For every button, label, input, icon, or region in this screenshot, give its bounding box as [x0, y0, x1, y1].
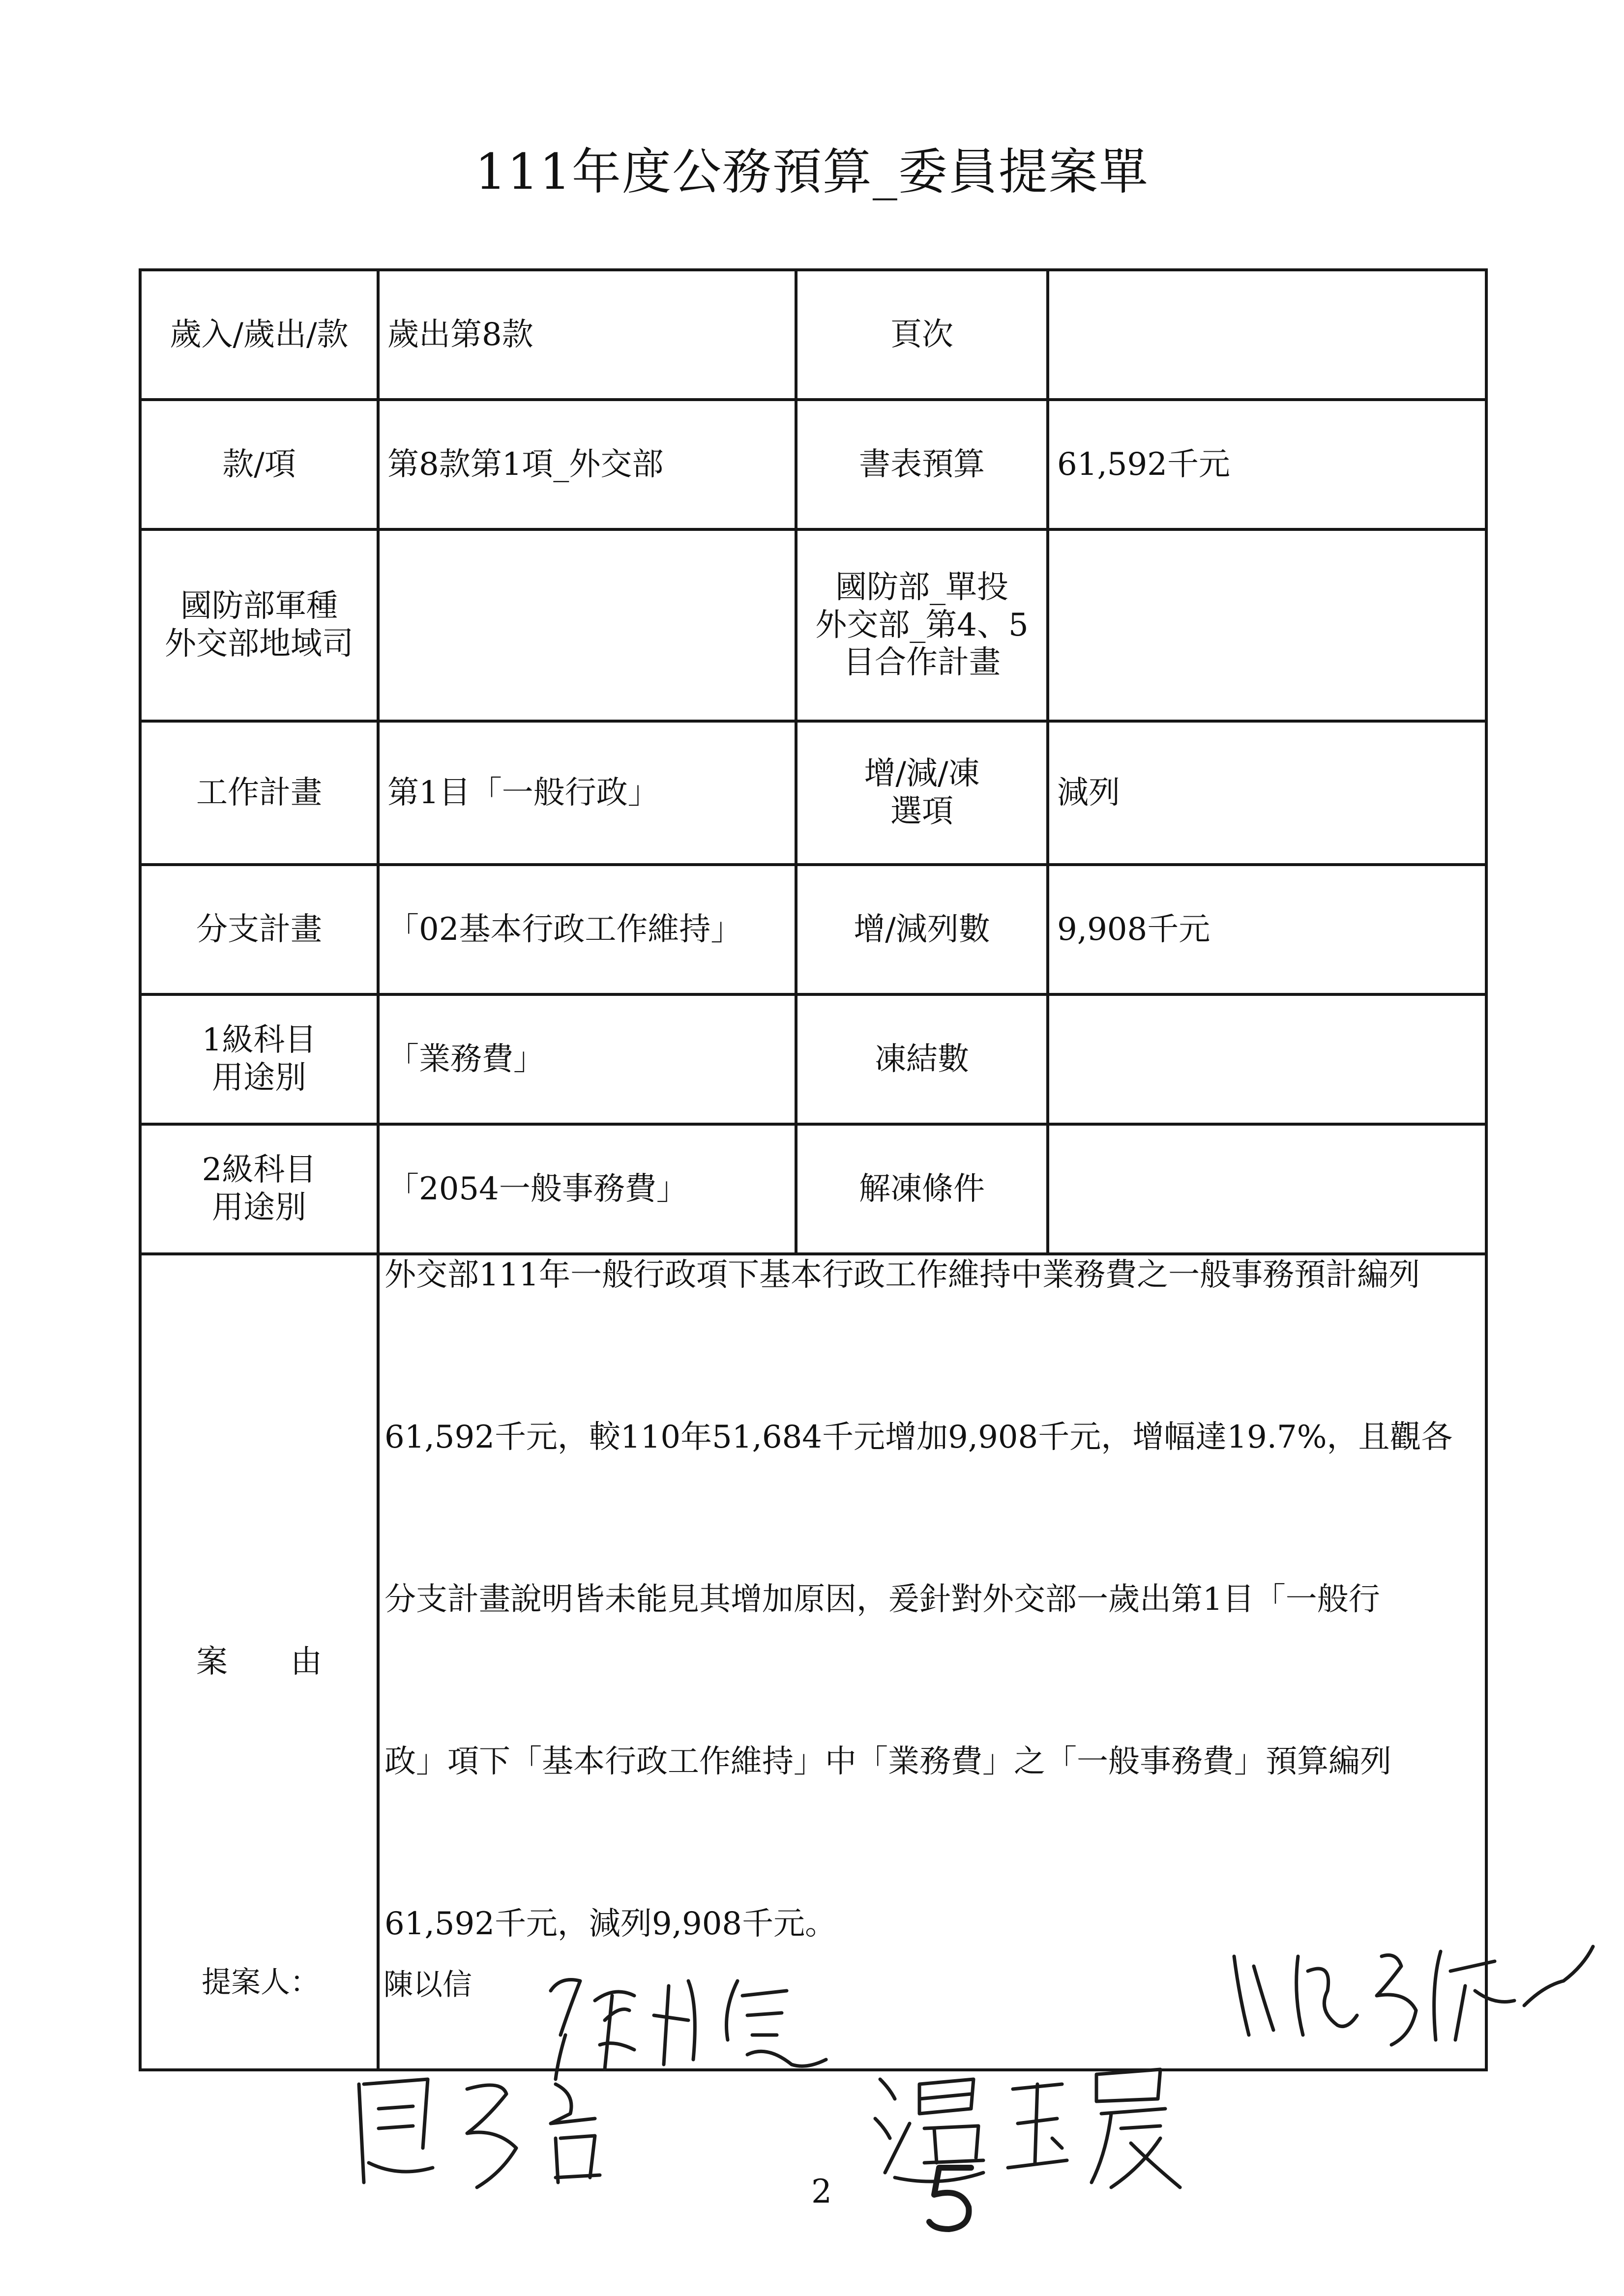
- handwritten-number-5: [922, 2158, 981, 2237]
- row-department: [140, 529, 1486, 721]
- value-budget: 61,592千元: [1048, 400, 1486, 529]
- value-freeze-amount: [1048, 994, 1486, 1124]
- label-level2-subject: [140, 1124, 378, 1254]
- label-branch-plan: 分支計畫: [140, 865, 378, 994]
- reason-line: 61,592千元，較110年51,684千元增加9,908千元，增幅達19.7%，且觀各: [384, 1419, 1453, 1455]
- value-level2-subject: 「2054一般事務費」: [378, 1124, 796, 1254]
- label-department-line: 外交部地域司: [165, 626, 354, 662]
- value-cooperation-plan: [1048, 529, 1486, 721]
- page-title: 111年度公務預算_委員提案單: [475, 143, 1149, 201]
- label-unfreeze-condition: 解凍條件: [796, 1124, 1048, 1254]
- label-level2-subject-line: 用途別: [212, 1190, 306, 1226]
- value-change-option: 減列: [1048, 721, 1486, 865]
- label-department-line: 國防部軍種: [180, 588, 338, 625]
- label-change-option-line: 選項: [890, 793, 953, 830]
- value-branch-plan: 「02基本行政工作維持」: [378, 865, 796, 994]
- value-change-amount: 9,908千元: [1048, 865, 1486, 994]
- row-level1-subject: [140, 994, 1486, 1124]
- label-level2-subject-line: 2級科目: [202, 1152, 317, 1189]
- proposal-form-table: [139, 268, 1488, 2071]
- label-level1-subject-line: 1級科目: [202, 1022, 317, 1059]
- label-freeze-amount: 凍結數: [796, 994, 1048, 1124]
- label-reason: 案 由: [140, 1254, 378, 2070]
- reason-line: 政」項下「基本行政工作維持」中「業務費」之「一般事務費」預算編列: [384, 1744, 1391, 1780]
- handwritten-signature: [1219, 1927, 1603, 2055]
- label-work-plan: 工作計畫: [140, 721, 378, 865]
- row-level2-subject: [140, 1124, 1486, 1254]
- reason-line: 外交部111年一般行政項下基本行政工作維持中業務費之一般事務預計編列: [384, 1257, 1420, 1293]
- value-department: [378, 529, 796, 721]
- label-change-amount: 增/減列數: [796, 865, 1048, 994]
- label-department: [140, 529, 378, 721]
- label-account-type: 歲入/歲出/款: [140, 270, 378, 400]
- reason-line: 分支計畫說明皆未能見其增加原因，爰針對外交部一歲出第1目「一般行: [384, 1581, 1380, 1618]
- value-page: [1048, 270, 1486, 400]
- row-work-plan: [140, 721, 1486, 865]
- label-level1-subject: [140, 994, 378, 1124]
- handwritten-signature: [865, 2045, 1219, 2202]
- row-account: [140, 270, 1486, 400]
- label-item: 款/項: [140, 400, 378, 529]
- label-page: 頁次: [796, 270, 1048, 400]
- value-unfreeze-condition: [1048, 1124, 1486, 1254]
- label-cooperation-plan-line: 國防部_單投: [835, 569, 1008, 606]
- label-cooperation-plan-line: 外交部_第4、5: [815, 607, 1029, 643]
- label-change-option-line: 增/減/凍: [864, 756, 980, 792]
- label-change-option: [796, 721, 1048, 865]
- label-budget: 書表預算: [796, 400, 1048, 529]
- proposer-name: 陳以信: [384, 1968, 472, 2002]
- value-item: 第8款第1項_外交部: [378, 400, 796, 529]
- value-work-plan: 第1目「一般行政」: [378, 721, 796, 865]
- reason-line: 61,592千元，減列9,908千元。: [384, 1906, 837, 1942]
- label-cooperation-plan-line: 目合作計畫: [843, 644, 1001, 681]
- value-level1-subject: 「業務費」: [378, 994, 796, 1124]
- handwritten-signature: [339, 2064, 693, 2202]
- row-branch-plan: [140, 865, 1486, 994]
- proposer-label: 提案人：: [202, 1965, 320, 2000]
- label-level1-subject-line: 用途別: [212, 1060, 306, 1096]
- label-cooperation-plan: [796, 529, 1048, 721]
- value-account-type: 歲出第8款: [378, 270, 796, 400]
- row-item: [140, 400, 1486, 529]
- page-number: 2: [811, 2173, 832, 2210]
